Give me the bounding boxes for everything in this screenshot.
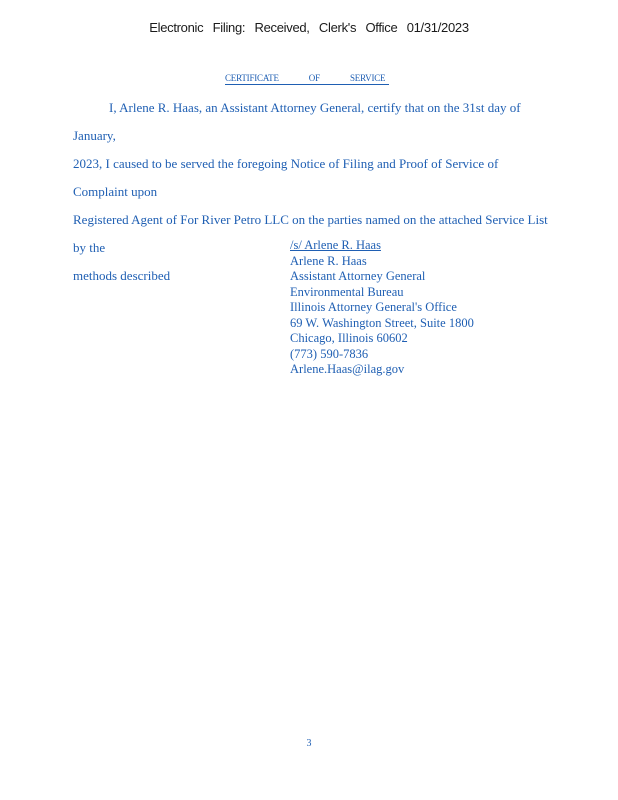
signer-bureau: Environmental Bureau <box>290 284 404 299</box>
phone-number: (773) 590-7836 <box>290 346 369 361</box>
signer-office: Illinois Attorney General's Office <box>290 300 457 314</box>
body-line-2: 2023, I caused to be served the foregoing Notice of Filing and Proof of Service of Complaint upon <box>73 156 499 199</box>
signer-title: Assistant Attorney General <box>290 269 426 283</box>
body-line-1-text: I, Arlene R. Haas, an Assistant Attorney General, certify that on the 31st day of January, <box>73 100 521 143</box>
address-line-2: Chicago, Illinois 60602 <box>290 331 408 345</box>
filing-header: Electronic Filing: Received, Clerk's Office 01/31/2023 <box>149 20 469 35</box>
certificate-title: CERTIFICATE OF SERVICE <box>225 73 389 85</box>
signature-block <box>290 238 474 378</box>
email-address: Arlene.Haas@ilag.gov <box>290 362 405 376</box>
signer-name: Arlene R. Haas <box>290 253 367 268</box>
address-line-1: 69 W. Washington Street, Suite 1800 <box>290 315 474 330</box>
signature-line: /s/ Arlene R. Haas <box>290 238 381 252</box>
page-number: 3 <box>306 738 312 749</box>
body-line-3: Registered Agent of For River Petro LLC on the parties named on the attached Service List by the <box>73 212 548 255</box>
body-line-1 <box>73 94 553 150</box>
body-line-4: methods described <box>73 268 171 283</box>
